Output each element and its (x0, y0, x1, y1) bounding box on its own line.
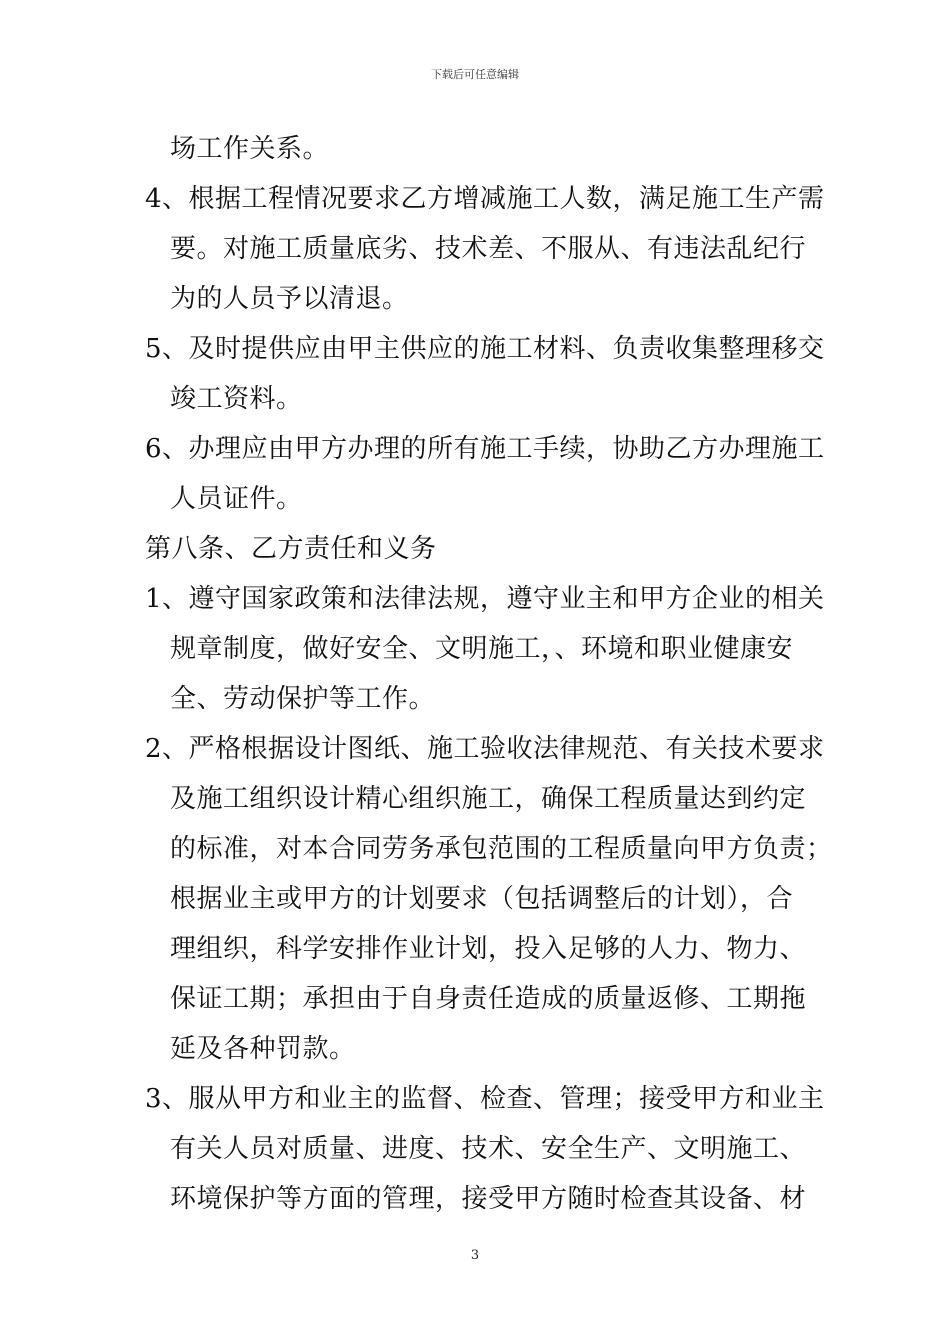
section-heading: 第八条、乙方责任和义务 (145, 534, 437, 564)
text-line: 全、劳动保护等工作。 (170, 684, 436, 714)
page-number: 3 (470, 1248, 480, 1263)
text-line: 延及各种罚款。 (170, 1034, 356, 1064)
text-line: 有关人员对质量、进度、技术、安全生产、文明施工、 (170, 1134, 807, 1164)
list-item-line: 3、服从甲方和业主的监督、检查、管理；接受甲方和业主 (145, 1084, 825, 1114)
page-header: 下载后可任意编辑 (431, 68, 519, 81)
text-line: 的标准，对本合同劳务承包范围的工程质量向甲方负责； (170, 834, 833, 864)
text-line: 场工作关系。 (170, 134, 330, 164)
text-line: 环境保护等方面的管理，接受甲方随时检查其设备、材 (170, 1184, 807, 1214)
text-line: 保证工期；承担由于自身责任造成的质量返修、工期拖 (170, 984, 807, 1014)
text-line: 规章制度，做好安全、文明施工，、环境和职业健康安 (170, 634, 794, 664)
list-item-line: 6、办理应由甲方办理的所有施工手续，协助乙方办理施工 (145, 434, 825, 464)
list-item-line: 2、严格根据设计图纸、施工验收法律规范、有关技术要求 (145, 734, 825, 764)
list-item-line: 4、根据工程情况要求乙方增减施工人数，满足施工生产需 (145, 184, 825, 214)
text-line: 根据业主或甲方的计划要求（包括调整后的计划），合 (170, 884, 794, 914)
text-line: 竣工资料。 (170, 384, 303, 414)
list-item-line: 5、及时提供应由甲主供应的施工材料、负责收集整理移交 (145, 334, 825, 364)
list-item-line: 1、遵守国家政策和法律法规，遵守业主和甲方企业的相关 (145, 584, 825, 614)
text-line: 人员证件。 (170, 484, 303, 514)
text-line: 要。对施工质量底劣、技术差、不服从、有违法乱纪行 (170, 234, 807, 264)
text-line: 理组织，科学安排作业计划，投入足够的人力、物力、 (170, 934, 807, 964)
text-line: 为的人员予以清退。 (170, 284, 409, 314)
text-line: 及施工组织设计精心组织施工，确保工程质量达到约定 (170, 784, 807, 814)
